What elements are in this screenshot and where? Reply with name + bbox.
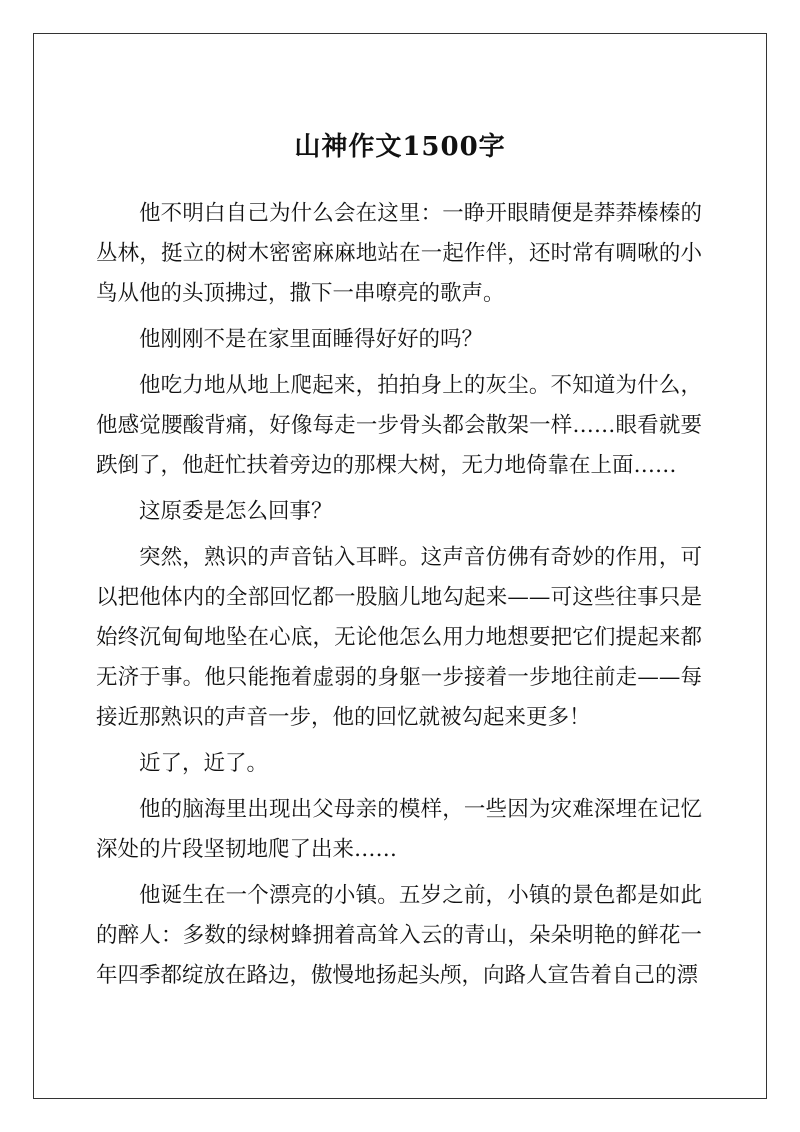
- document-body: [96, 194, 702, 1002]
- paragraph: 这原委是怎么回事？: [139, 499, 333, 524]
- paragraph: 他的脑海里出现出父母亲的模样，一些因为灾难深埋在记忆深处的片段坚韧地爬了出来……: [96, 797, 702, 862]
- document-title: 山神作文1500字: [294, 132, 506, 162]
- paragraph: 他吃力地从地上爬起来，拍拍身上的灰尘。不知道为什么，他感觉腰酸背痛，好像每走一步骨头都会散架一样……眼看就要跌倒了，他赶忙扶着旁边的那棵大树，无力地倚靠在上面……: [96, 373, 702, 478]
- paragraph: 近了，近了。: [139, 751, 269, 776]
- paragraph: 他诞生在一个漂亮的小镇。五岁之前，小镇的景色都是如此的醉人：多数的绿树蜂拥着高耸入云的青山，朵朵明艳的鲜花一年四季都绽放在路边，傲慢地扬起头颅，向路人宣告着自己的漂: [96, 883, 702, 988]
- paragraph: 他刚刚不是在家里面睡得好好的吗？: [139, 327, 484, 352]
- paragraph: 他不明白自己为什么会在这里：一睁开眼睛便是莽莽榛榛的丛林，挺立的树木密密麻麻地站在一起作伴，还时常有啁啾的小鸟从他的头顶拂过，撒下一串嘹亮的歌声。: [96, 201, 702, 306]
- paragraph: 突然，熟识的声音钻入耳畔。这声音仿佛有奇妙的作用，可以把他体内的全部回忆都一股脑儿地勾起来——可这些往事只是始终沉甸甸地坠在心底，无论他怎么用力地想要把它们提起来都无济于事。他只能拖着虚弱的身躯一步接着一步地往前走——每接近那熟识的声音一步，他的回忆就被勾起来更多！: [96, 545, 702, 730]
